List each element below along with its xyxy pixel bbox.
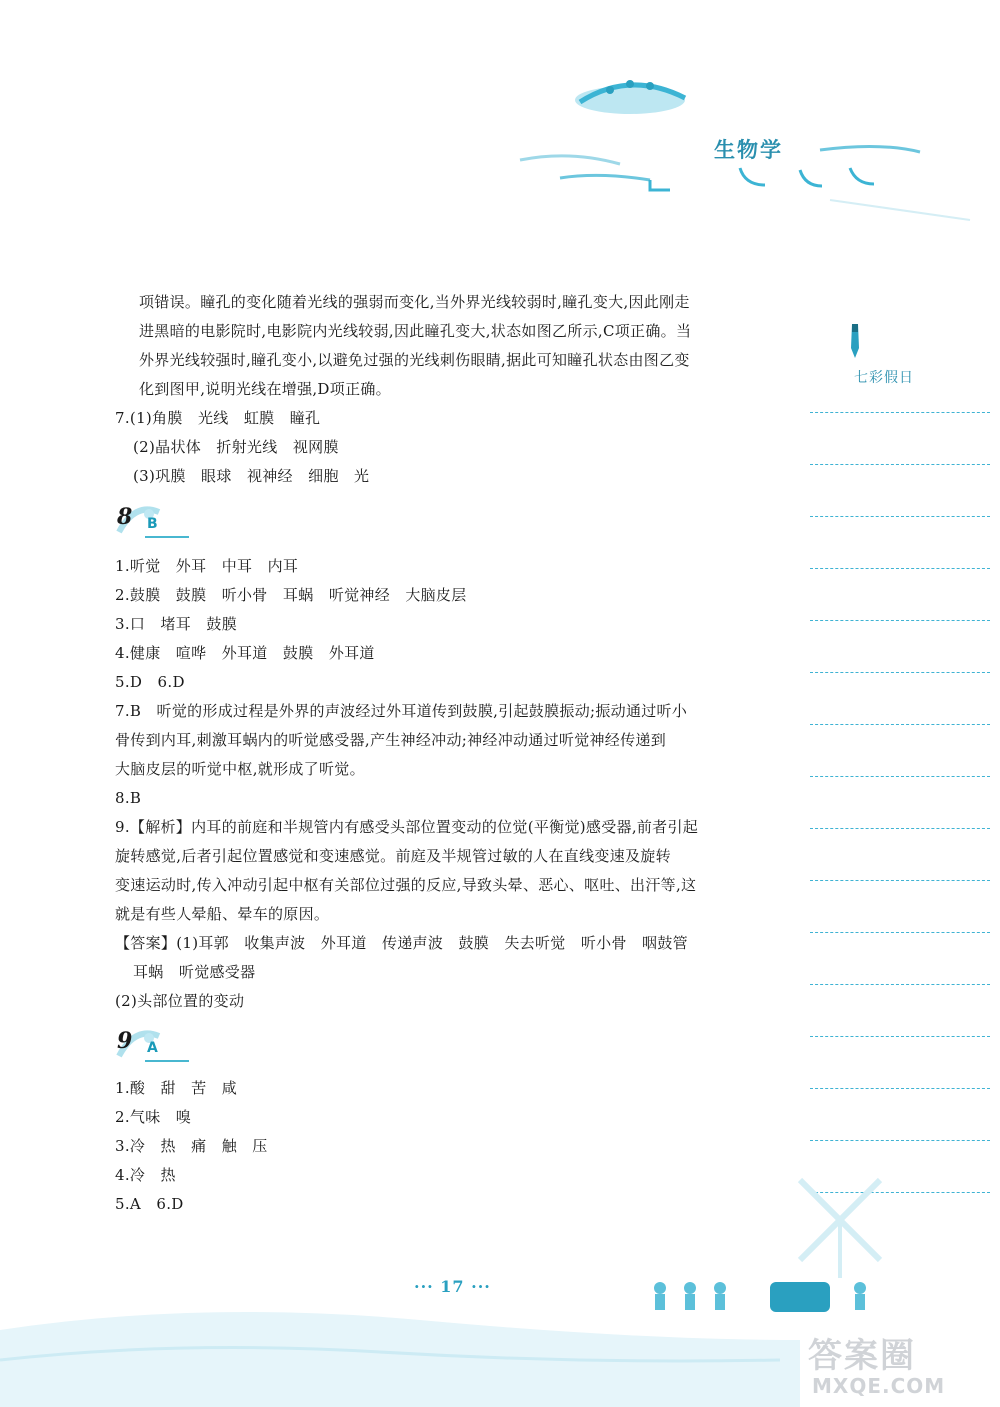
note-line	[810, 464, 990, 465]
text-line: 5.D 6.D	[115, 673, 185, 691]
page-number-value: 17	[440, 1277, 465, 1296]
text-line: 1.听觉 外耳 中耳 内耳	[115, 557, 299, 575]
text-line: 骨传到内耳,刺激耳蜗内的听觉感受器,产生神经冲动;神经冲动通过听觉神经传递到	[115, 731, 666, 749]
text-line: 2.气味 嗅	[115, 1108, 192, 1126]
windmill-decoration	[780, 1160, 900, 1280]
answer-content	[115, 288, 755, 1228]
section-number: 8	[117, 504, 133, 530]
text-line: 耳蜗 听觉感受器	[133, 963, 256, 981]
text-line: 化到图甲,说明光线在增强,D项正确。	[139, 380, 391, 398]
text-line: 3.口 堵耳 鼓膜	[115, 615, 238, 633]
section-rule	[145, 536, 189, 538]
section-badge-8	[115, 502, 195, 546]
text-line: 7.B 听觉的形成过程是外界的声波经过外耳道传到鼓膜,引起鼓膜振动;振动通过听小	[115, 702, 688, 720]
text-line: 进黑暗的电影院时,电影院内光线较弱,因此瞳孔变大,状态如图乙所示,C项正确。当	[139, 322, 692, 340]
note-line	[810, 672, 990, 673]
text-line: 外界光线较强时,瞳孔变小,以避免过强的光线刺伤眼睛,据此可知瞳孔状态由图乙变	[139, 351, 690, 369]
note-line	[810, 1140, 990, 1141]
note-line	[810, 984, 990, 985]
text-line: 旋转感觉,后者引起位置感觉和变速感觉。前庭及半规管过敏的人在直线变速及旋转	[115, 847, 671, 865]
note-line	[810, 880, 990, 881]
text-line: (2)晶状体 折射光线 视网膜	[133, 438, 339, 456]
text-line: 9.【解析】内耳的前庭和半规管内有感受头部位置变动的位觉(平衡觉)感受器,前者引起	[115, 818, 699, 836]
text-line: 8.B	[115, 789, 142, 807]
pen-icon	[846, 322, 866, 362]
watermark-url: MXQE.COM	[812, 1374, 946, 1398]
section-number: 9	[117, 1028, 133, 1054]
note-line	[810, 620, 990, 621]
note-line	[810, 1088, 990, 1089]
text-line: 【答案】(1)耳郭 收集声波 外耳道 传递声波 鼓膜 失去听觉 听小骨 咽鼓管	[115, 934, 688, 952]
note-line	[810, 828, 990, 829]
text-line: 变速运动时,传入冲动引起中枢有关部位过强的反应,导致头晕、恶心、呕吐、出汗等,这	[115, 876, 697, 894]
watermark: 答案圈	[808, 1336, 916, 1376]
text-line: 2.鼓膜 鼓膜 听小骨 耳蜗 听觉神经 大脑皮层	[115, 586, 467, 604]
text-line: 就是有些人晕船、晕车的原因。	[115, 905, 330, 923]
text-line: 大脑皮层的听觉中枢,就形成了听觉。	[115, 760, 365, 778]
sidebar-label: 七彩假日	[854, 370, 914, 386]
note-line	[810, 516, 990, 517]
note-line	[810, 776, 990, 777]
dots-left: ···	[414, 1277, 441, 1296]
text-line: 1.酸 甜 苦 咸	[115, 1079, 238, 1097]
section-letter: A	[147, 1040, 158, 1056]
note-line	[810, 412, 990, 413]
text-line: 项错误。瞳孔的变化随着光线的强弱而变化,当外界光线较弱时,瞳孔变大,因此刚走	[139, 293, 690, 311]
figure-decoration	[640, 1270, 900, 1320]
text-line: (2)头部位置的变动	[115, 992, 245, 1010]
note-line	[810, 724, 990, 725]
section-letter: B	[147, 516, 158, 532]
dots-right: ···	[464, 1277, 491, 1296]
text-line: 5.A 6.D	[115, 1195, 184, 1213]
section-rule	[145, 1060, 189, 1062]
text-line: 7.(1)角膜 光线 虹膜 瞳孔	[115, 409, 321, 427]
note-line	[810, 568, 990, 569]
text-line: 4.冷 热	[115, 1166, 176, 1184]
note-line	[810, 1036, 990, 1037]
note-line	[810, 932, 990, 933]
text-line: (3)巩膜 眼球 视神经 细胞 光	[133, 467, 370, 485]
section-badge-9	[115, 1026, 195, 1070]
text-line: 3.冷 热 痛 触 压	[115, 1137, 268, 1155]
header-subject-title: 生物学	[714, 138, 783, 162]
text-line: 4.健康 喧哗 外耳道 鼓膜 外耳道	[115, 644, 375, 662]
